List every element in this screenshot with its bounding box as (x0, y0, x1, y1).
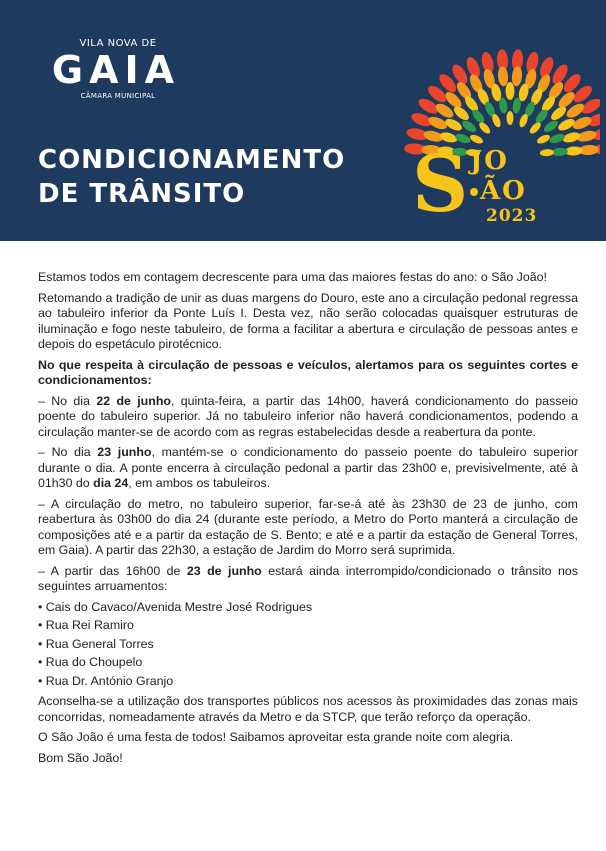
item2-prefix: – No dia (38, 445, 98, 459)
logo-gaia-wordmark: GAIA (51, 48, 181, 92)
affected-streets-list (38, 600, 578, 690)
logo-camara-municipal: CÂMARA MUNICIPAL (80, 92, 156, 100)
ray-petal (460, 118, 478, 134)
condition-item-2 (38, 445, 578, 492)
item2-text2: , em ambos os tabuleiros. (128, 476, 271, 490)
list-item: • Rua General Torres (38, 637, 578, 653)
list-item: • Cais do Cavaco/Avenida Mestre José Rodrigues (38, 600, 578, 616)
ray-petal (506, 82, 515, 100)
sao-joao-2023-logo (400, 30, 600, 235)
ray-petal (540, 149, 554, 157)
item2-text: , mantém-se o condicionamento do passeio poente do tabuleiro superior durante o dia. A ponte encerra à circulação pedonal a partir das 23h00 e, previsivelmente, até à 01h30 do (38, 445, 579, 490)
ray-petal (571, 114, 593, 131)
ray-petal (552, 147, 568, 156)
ray-petal (469, 133, 485, 145)
list-item: • Rua do Choupelo (38, 655, 578, 671)
header-banner (0, 0, 606, 241)
page-title-line1: CONDICIONAMENTO (38, 145, 346, 175)
logo-city-prefix: VILA NOVA DE (79, 38, 157, 49)
ray-petal (528, 121, 543, 136)
ray-petal (427, 114, 449, 131)
ray-petal (542, 118, 560, 134)
ray-petal (548, 132, 566, 145)
advice-paragraph: Aconselha-se a utilização dos transportes públicos nos acessos às proximidades das zonas mais concorridas, nomeadamente através da Metro e da STCP, que terão reforço da operação. (38, 694, 578, 724)
greeting: Bom São João! (38, 750, 123, 765)
list-item: • Rua Rei Ramiro (38, 618, 578, 634)
list-item: • Rua Dr. António Granjo (38, 674, 578, 690)
tradition-paragraph: Retomando a tradição de unir as duas margens do Douro, este ano a circulação pedonal regressa ao tabuleiro inferior da Ponte Luís I. Desta vez, não serão colocadas quaisquer estruturas de iluminação e fogo neste tabuleiro, de forma a facilitar a abertura e circulação de pessoas antes e depois do espetáculo pirotécnico. (38, 290, 578, 351)
event-logo-year: 2023 (486, 206, 538, 226)
event-logo-jo: JO (470, 146, 509, 176)
page-title-line2: DE TRÂNSITO (38, 179, 246, 209)
notice-body (38, 270, 578, 766)
condition-item-4 (38, 564, 578, 595)
ray-petal (536, 133, 552, 145)
alert-heading (38, 358, 578, 389)
item2-date: 23 junho (97, 445, 152, 459)
item2-date2: dia 24 (93, 476, 129, 490)
event-logo-dot (470, 188, 478, 196)
ray-petal (507, 111, 514, 125)
condition-item-1 (38, 394, 578, 441)
alert-heading-text: No que respeita à circulação de pessoas e veículos, alertamos para os seguintes cortes e condicionamentos: (38, 357, 578, 387)
ray-petal (497, 66, 509, 87)
condition-item-3: – A circulação do metro, no tabuleiro superior, far-se-á até às 23h30 de 23 de junho, com reabertura às 03h00 do dia 24 (durante este período, a Metro do Porto manterá a circulação de composições até e a partir da estação de S. Bento; e até e a partir da estação de General Torres, em Gaia). A partir das 22h30, a estação de Jardim do Morro será suprimida. (38, 496, 578, 557)
item4-prefix: – A partir das 16h00 de (38, 563, 187, 578)
item1-date: 22 de junho (96, 393, 171, 408)
page-title (38, 143, 345, 211)
item1-prefix: – No dia (38, 393, 97, 408)
ray-petal (477, 121, 492, 136)
item1-text: , quinta-feira, a partir das 14h00, haverá condicionamento do passeio poente do tabuleiro superior. Já no tabuleiro inferior não haverá condicionamentos, podendo a circulação manter-se de acordo com as regras estabelecidas desde a reabertura da ponte. (38, 393, 578, 439)
ray-petal (511, 66, 523, 87)
item4-text: estará ainda interrompido/condicionado o trânsito nos seguintes arruamentos: (38, 563, 578, 593)
closing-paragraph: O São João é uma festa de todos! Saibamos aproveitar esta grande noite com alegria. (38, 730, 514, 744)
event-logo-ao: ÃO (480, 176, 527, 206)
event-logo-s: S (412, 139, 469, 230)
item4-date: 23 de junho (186, 563, 262, 578)
intro-paragraph: Estamos todos em contagem decrescente para uma das maiores festas do ano: o São João! (38, 270, 547, 284)
